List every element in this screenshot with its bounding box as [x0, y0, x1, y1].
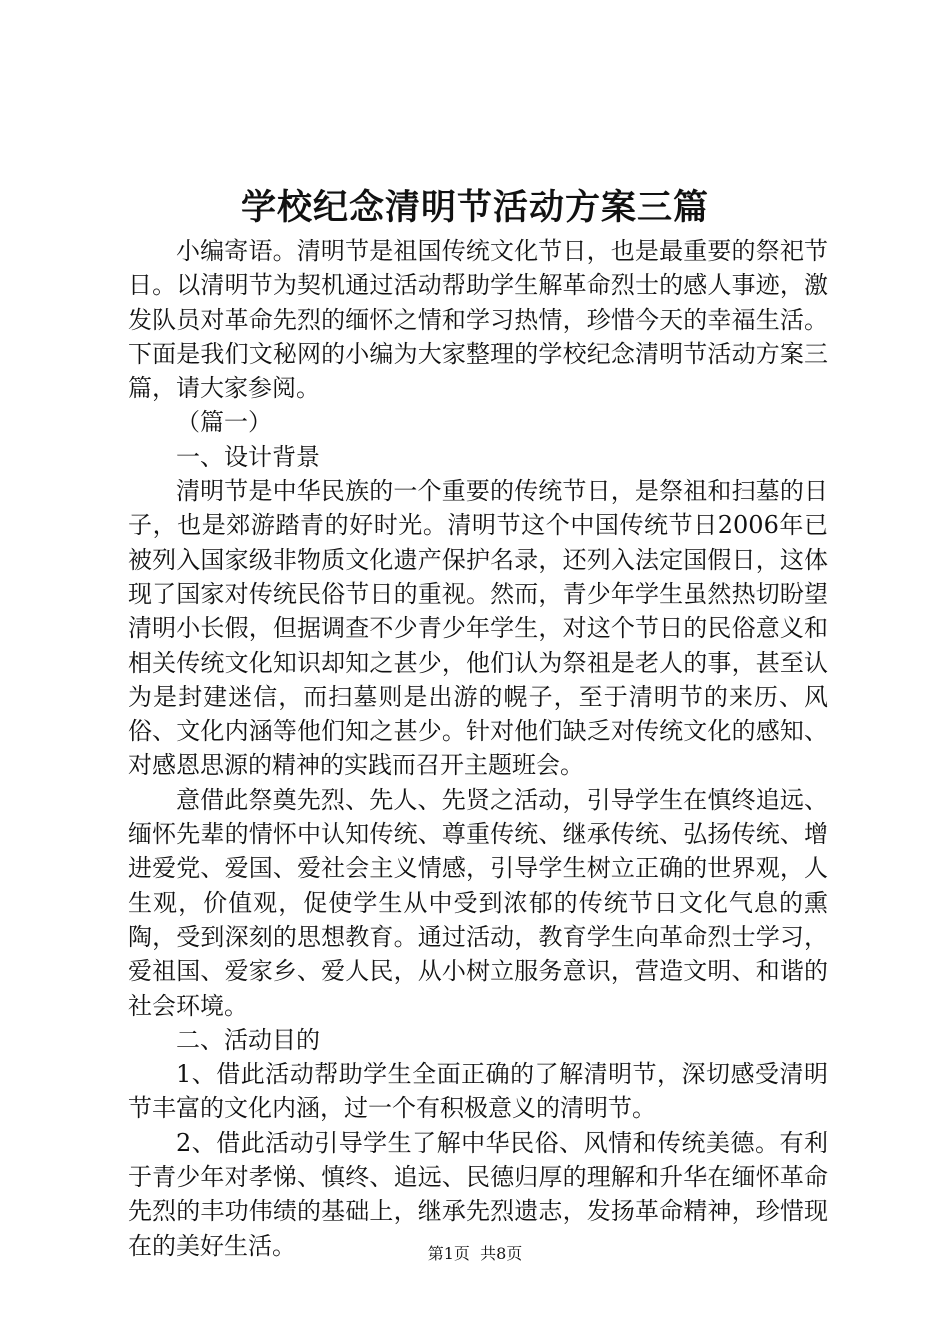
document-body	[128, 234, 828, 1263]
section-marker: （篇一）	[176, 408, 272, 437]
document-title: 学校纪念清明节活动方案三篇	[240, 187, 709, 228]
page-number: 第1页	[427, 1244, 470, 1263]
section-heading: 二、活动目的	[176, 1025, 320, 1054]
body-paragraph: 意借此祭奠先烈、先人、先贤之活动，引导学生在慎终追远、缅怀先辈的情怀中认知传统、尊重传统、继承传统、弘扬传统、增进爱党、爱国、爱社会主义情感，引导学生树立正确的世界观，人生观，价值观，促使学生从中受到浓郁的传统节日文化气息的熏陶，受到深刻的思想教育。通过活动，教育学生向革命烈士学习，爱祖国、爱家乡、爱人民，从小树立服务意识，营造文明、和谐的社会环境。	[128, 785, 828, 1020]
list-item: 1、借此活动帮助学生全面正确的了解清明节，深切感受清明节丰富的文化内涵，过一个有积极意义的清明节。	[128, 1060, 828, 1123]
page-footer	[0, 1244, 950, 1264]
list-item: 2、借此活动引导学生了解中华民俗、风情和传统美德。有利于青少年对孝悌、慎终、追远、民德归厚的理解和升华在缅怀革命先烈的丰功伟绩的基础上，继承先烈遗志，发扬革命精神，珍惜现在的美好生活。	[128, 1128, 828, 1260]
body-paragraph: 清明节是中华民族的一个重要的传统节日，是祭祖和扫墓的日子，也是郊游踏青的好时光。清明节这个中国传统节日2006年已被列入国家级非物质文化遗产保护名录，还列入法定国假日，这体现了国家对传统民俗节日的重视。然而，青少年学生虽然热切盼望清明小长假，但据调查不少青少年学生，对这个节日的民俗意义和相关传统文化知识却知之甚少，他们认为祭祖是老人的事，甚至认为是封建迷信，而扫墓则是出游的幌子，至于清明节的来历、风俗、文化内涵等他们知之甚少。针对他们缺乏对传统文化的感知、对感恩思源的精神的实践而召开主题班会。	[128, 477, 828, 780]
section-heading: 一、设计背景	[176, 442, 320, 471]
intro-paragraph: 小编寄语。清明节是祖国传统文化节日，也是最重要的祭祀节日。以清明节为契机通过活动帮助学生解革命烈士的感人事迹，激发队员对革命先烈的缅怀之情和学习热情，珍惜今天的幸福生活。下面是我们文秘网的小编为大家整理的学校纪念清明节活动方案三篇，请大家参阅。	[128, 237, 828, 403]
page-total: 共8页	[480, 1244, 523, 1263]
